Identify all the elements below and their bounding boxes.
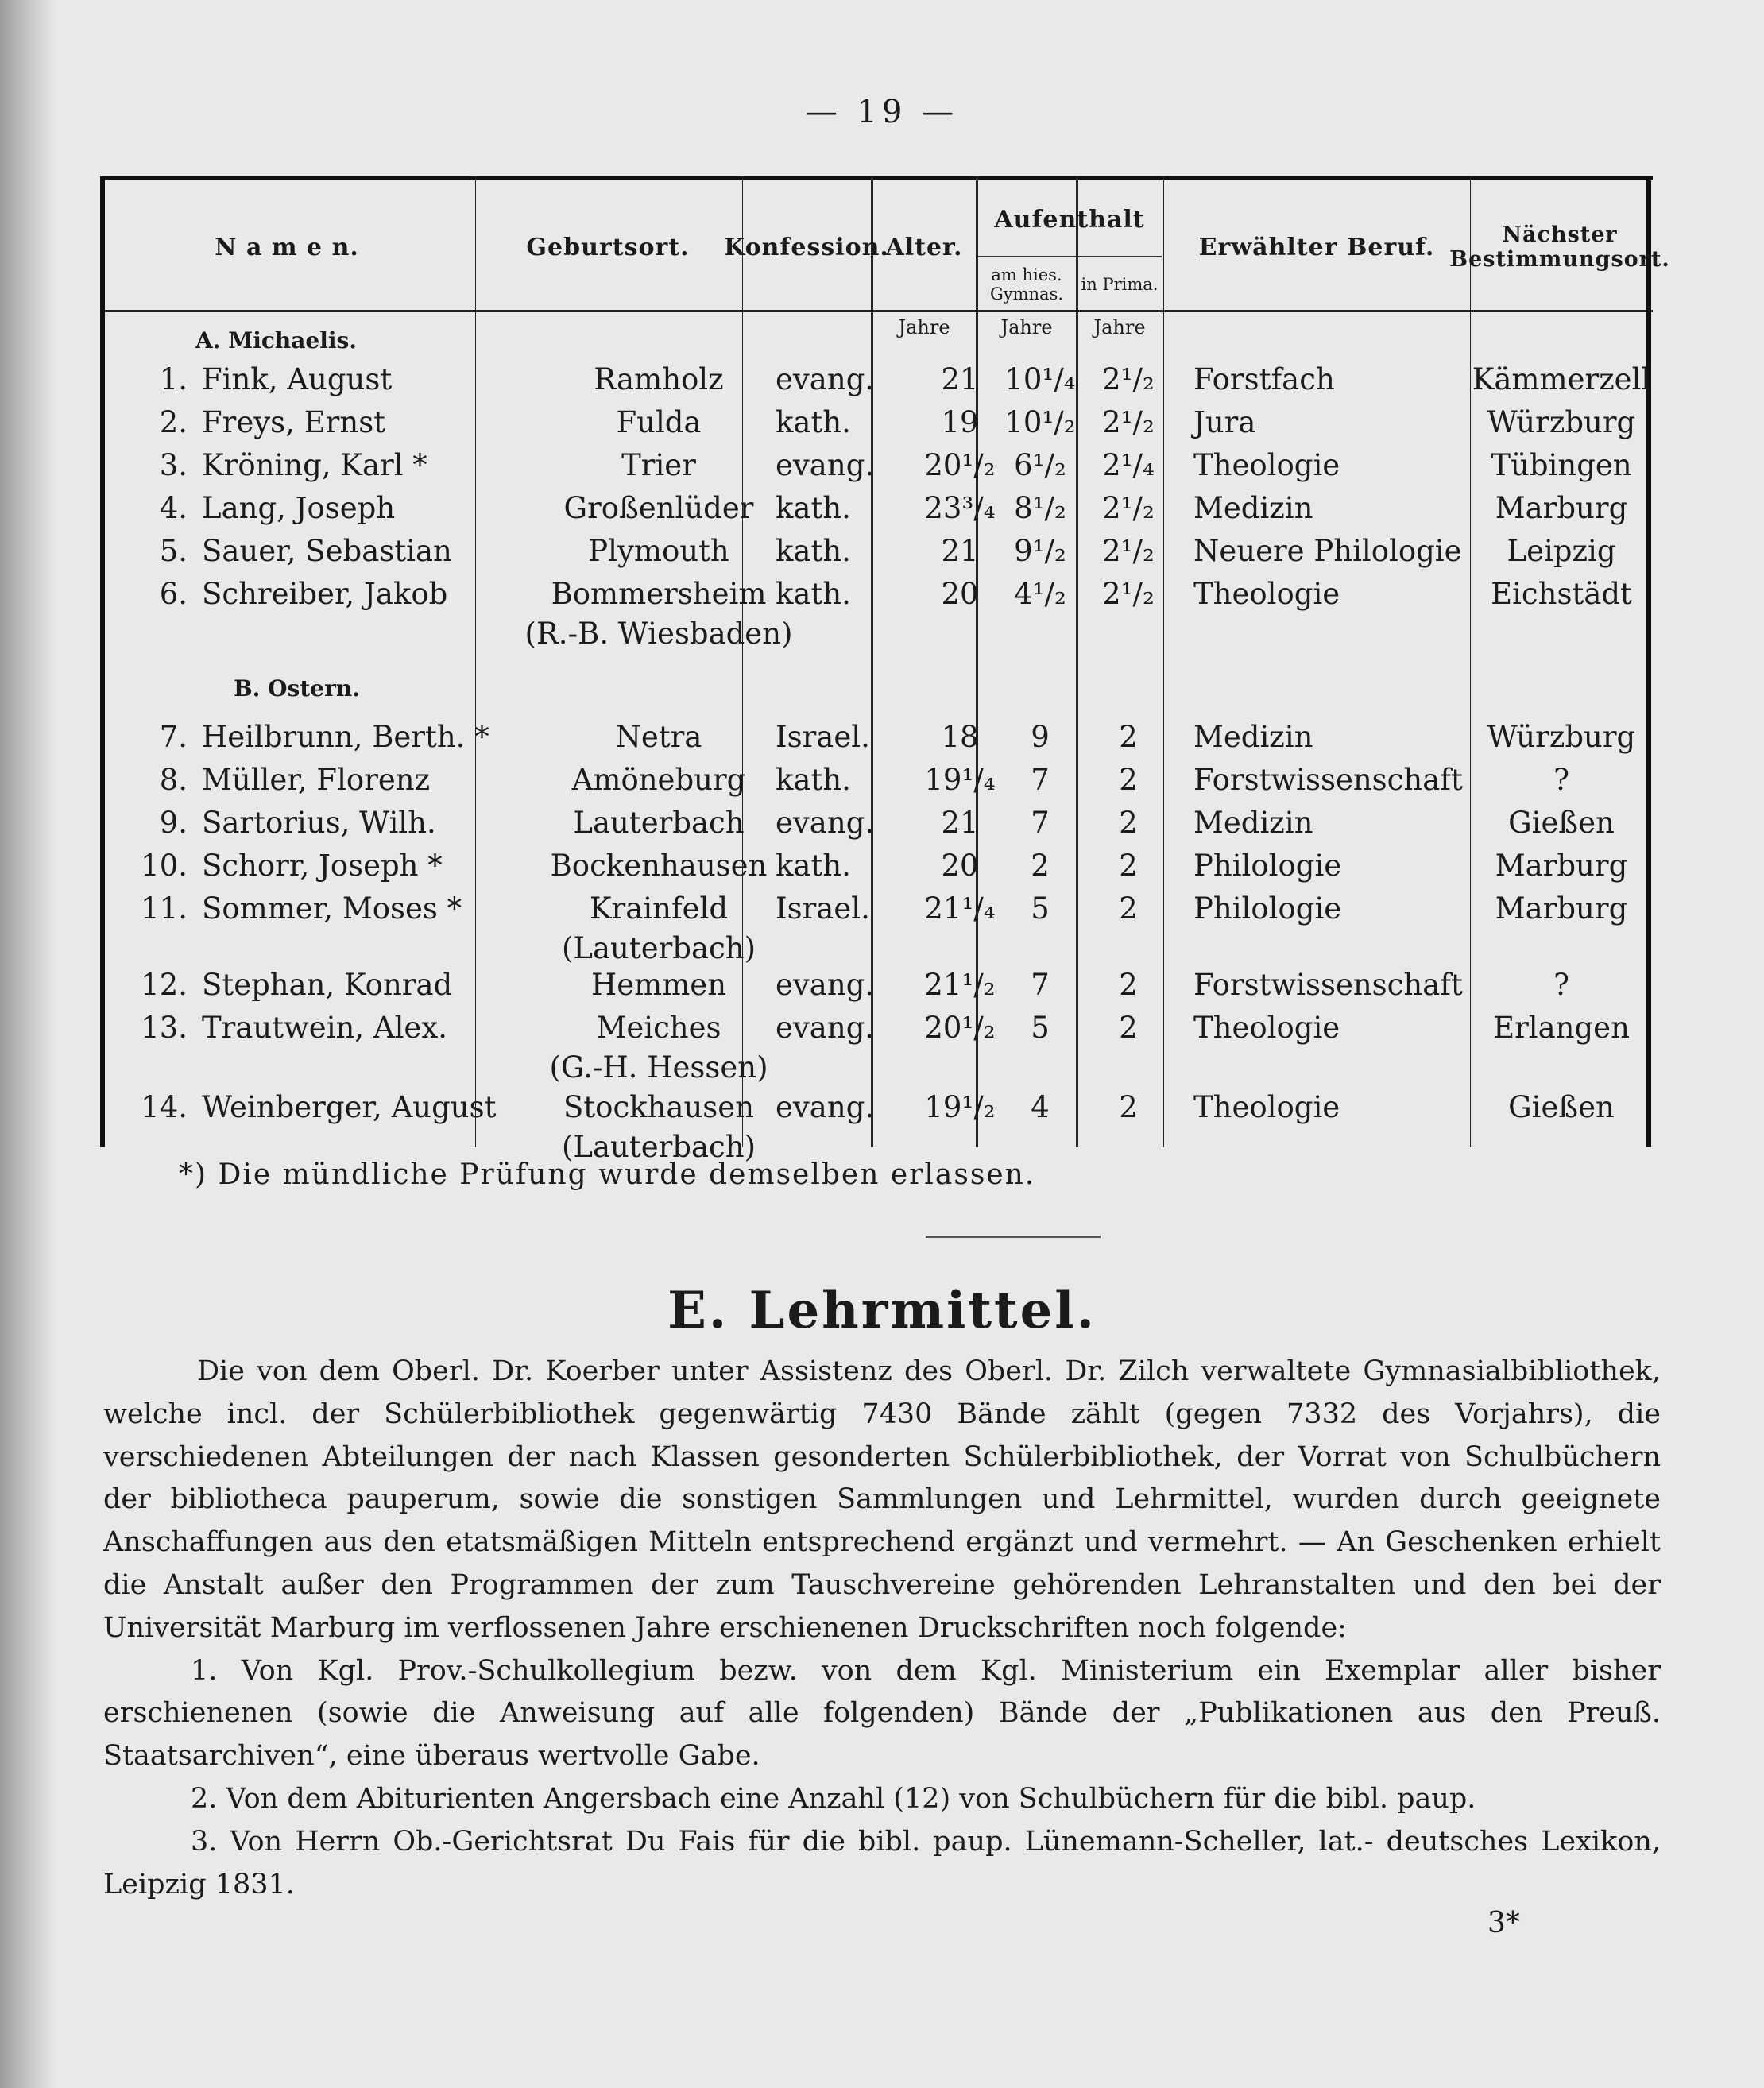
row-number: 4. [159,491,188,525]
years-gymnasium: 5 [1031,1011,1050,1045]
header-alter: Alter. [885,233,963,261]
table-row [100,448,1653,489]
table-row [100,849,1653,890]
chosen-profession: Philologie [1193,849,1342,883]
aufenthalt-subrule [977,256,1162,257]
destination: Leipzig [1507,534,1616,568]
row-number: 5. [159,534,188,568]
birthplace: Krainfeld [589,891,729,926]
student-name: Freys, Ernst [202,405,386,439]
table-row [100,362,1653,404]
destination: ? [1553,968,1569,1002]
row-number: 2. [159,405,188,439]
age: 21¹/₄ [924,891,996,926]
years-prima: 2¹/₂ [1102,362,1155,396]
row-number: 14. [141,1090,188,1124]
section-label-michaelis: A. Michaelis. [195,327,357,354]
destination: Kämmerzell [1472,362,1651,396]
birthplace: Großenlüder [563,491,754,525]
header-geburtsort: Geburtsort. [526,233,690,261]
body-paragraph: Die von dem Oberl. Dr. Koerber unter Assistenz des Oberl. Dr. Zilch verwaltete Gymnasialbibliothek, welche incl. der Schülerbibliothek gegenwärtig 7430 Bände zählt (gegen 7332 des Vorjahrs), die verschiedenen Abteilungen der nach Klassen gesonderten Schülerbibliothek, der Vorrat von Schulbüchern der bibliotheca pauperum, sowie die sonstigen Sammlungen und Lehrmittel, wurden durch geeignete Anschaffungen aus den etatsmäßigen Mitteln entsprechend ergänzt und vermehrt. — An Geschenken erhielt die Anstalt außer den Programmen der zum Tauschvereine gehörenden Lehranstalten und den bei der Universität Marburg im verflossenen Jahre erschienenen Druckschriften noch folgende: [103,1355,1661,1644]
table-row [100,405,1653,447]
years-gymnasium: 5 [1031,891,1050,926]
years-prima: 2 [1119,849,1138,883]
chosen-profession: Forstwissenschaft [1193,763,1463,797]
birthplace: Meiches [596,1011,721,1045]
donation-item: 1. Von Kgl. Prov.-Schulkollegium bezw. von dem Kgl. Ministerium ein Exemplar aller bisher erschienenen (sowie die Anweisung auf alle folgenden) Bände der „Publikationen aus den Preuß. Staatsarchiven“, eine überaus wertvolle Gabe. [103,1654,1661,1773]
years-gymnasium: 8¹/₂ [1014,491,1066,525]
age: 19¹/₂ [924,1090,996,1124]
table-row [100,1011,1653,1085]
years-prima: 2¹/₄ [1102,448,1155,482]
chosen-profession: Medizin [1193,491,1313,525]
header-aufenthalt-prima: in Prima. [1081,275,1159,294]
row-number: 6. [159,577,188,611]
chosen-profession: Forstfach [1193,362,1335,396]
birthplace: Amöneburg [571,763,746,797]
chosen-profession: Theologie [1193,1011,1340,1045]
student-name: Schorr, Joseph * [202,849,443,883]
row-number: 7. [159,720,188,754]
student-name: Schreiber, Jakob [202,577,448,611]
age: 23³/₄ [924,491,996,525]
row-number: 3. [159,448,188,482]
age: 21¹/₂ [924,968,996,1002]
confession: Israel. [776,891,870,926]
age: 18 [941,720,979,754]
table-row [100,968,1653,1009]
birthplace: Netra [615,720,702,754]
age: 21 [941,362,979,396]
age: 19 [941,405,979,439]
table-row [100,491,1653,532]
section-divider [926,1236,1101,1238]
destination: Marburg [1495,849,1628,883]
age: 19¹/₄ [924,763,996,797]
years-gymnasium: 9 [1031,720,1050,754]
row-number: 9. [159,806,188,840]
birthplace: Lauterbach [573,806,745,840]
birthplace-district: (R.-B. Wiesbaden) [524,617,793,651]
chosen-profession: Neuere Philologie [1193,534,1462,568]
years-gymnasium: 10¹/₂ [1004,405,1076,439]
birthplace: Fulda [616,405,702,439]
chosen-profession: Theologie [1193,1090,1340,1124]
years-gymnasium: 4¹/₂ [1014,577,1066,611]
years-gymnasium: 6¹/₂ [1014,448,1066,482]
table-footnote: *) Die mündliche Prüfung wurde demselben erlassen. [179,1158,1036,1191]
years-prima: 2¹/₂ [1102,405,1155,439]
row-number: 10. [141,849,188,883]
age: 20¹/₂ [924,448,996,482]
destination: Tübingen [1491,448,1632,482]
confession: kath. [776,577,851,611]
age: 20¹/₂ [924,1011,996,1045]
student-name: Trautwein, Alex. [202,1011,447,1045]
years-gymnasium: 7 [1031,806,1050,840]
destination: Marburg [1495,891,1628,926]
years-prima: 2 [1119,968,1138,1002]
years-prima: 2 [1119,1090,1138,1124]
birthplace: Ramholz [594,362,724,396]
sheet-signature: 3* [1487,1907,1520,1939]
header-aufenthalt: Aufenthalt [994,205,1145,234]
abiturienten-table [100,176,1670,1164]
table-row [100,720,1653,761]
age: 20 [941,577,979,611]
destination: Gießen [1508,806,1615,840]
birthplace-district: (Lauterbach) [561,1130,756,1164]
student-name: Weinberger, August [202,1090,497,1124]
destination: Eichstädt [1491,577,1632,611]
birthplace: Trier [621,448,696,482]
destination: Würzburg [1487,720,1636,754]
years-gymnasium: 7 [1031,968,1050,1002]
unit-gymnas: Jahre [1000,316,1053,338]
section-body [103,1351,1661,1906]
chosen-profession: Forstwissenschaft [1193,968,1463,1002]
table-row [100,806,1653,847]
years-prima: 2 [1119,891,1138,926]
student-name: Müller, Florenz [202,763,431,797]
unit-prima: Jahre [1093,316,1146,338]
years-gymnasium: 4 [1031,1090,1050,1124]
table-row [100,1090,1653,1164]
birthplace: Bockenhausen [550,849,768,883]
table-row [100,577,1653,651]
age: 20 [941,849,979,883]
header-beruf: Erwählter Beruf. [1198,233,1435,261]
student-name: Kröning, Karl * [202,448,427,482]
years-prima: 2 [1119,720,1138,754]
years-gymnasium: 7 [1031,763,1050,797]
row-number: 13. [141,1011,188,1045]
years-prima: 2 [1119,763,1138,797]
row-number: 12. [141,968,188,1002]
table-header-rule [100,310,1653,312]
section-heading-lehrmittel: E. Lehrmittel. [667,1281,1097,1340]
years-gymnasium: 9¹/₂ [1014,534,1066,568]
header-konfession: Konfession. [724,233,889,261]
confession: kath. [776,763,851,797]
destination: Würzburg [1487,405,1636,439]
student-name: Sartorius, Wilh. [202,806,436,840]
confession: evang. [776,968,875,1002]
years-prima: 2 [1119,806,1138,840]
chosen-profession: Medizin [1193,720,1313,754]
row-number: 1. [159,362,188,396]
table-row [100,763,1653,804]
table-row [100,534,1653,575]
header-aufenthalt-gymnas: am hies. Gymnas. [989,265,1064,304]
table-top-rule [100,176,1653,180]
student-name: Sommer, Moses * [202,891,462,926]
row-number: 11. [141,891,188,926]
student-name: Heilbrunn, Berth. * [202,720,489,754]
years-gymnasium: 10¹/₄ [1004,362,1076,396]
destination: Gießen [1508,1090,1615,1124]
birthplace: Stockhausen [563,1090,755,1124]
page-number: — 19 — [805,94,959,130]
confession: evang. [776,806,875,840]
confession: evang. [776,448,875,482]
header-bestimmungsort: Nächster Bestimmungsort. [1449,222,1670,272]
unit-alter: Jahre [898,316,950,338]
table-row [100,891,1653,965]
student-name: Stephan, Konrad [202,968,453,1002]
birthplace-district: (G.-H. Hessen) [549,1050,768,1085]
destination: Erlangen [1493,1011,1630,1045]
confession: Israel. [776,720,870,754]
birthplace: Plymouth [588,534,729,568]
years-prima: 2¹/₂ [1102,534,1155,568]
confession: kath. [776,491,851,525]
chosen-profession: Jura [1193,405,1256,439]
birthplace-district: (Lauterbach) [561,931,756,965]
years-prima: 2 [1119,1011,1138,1045]
years-gymnasium: 2 [1031,849,1050,883]
donation-item: 3. Von Herrn Ob.-Gerichtsrat Du Fais für die bibl. paup. Lünemann-Scheller, lat.- deutsches Lexikon, Leipzig 1831. [103,1825,1661,1900]
birthplace: Hemmen [590,968,727,1002]
confession: kath. [776,534,851,568]
confession: evang. [776,1011,875,1045]
chosen-profession: Theologie [1193,448,1340,482]
chosen-profession: Medizin [1193,806,1313,840]
birthplace: Bommersheim [551,577,767,611]
header-namen: N a m e n. [215,233,359,261]
chosen-profession: Theologie [1193,577,1340,611]
row-number: 8. [159,763,188,797]
years-prima: 2¹/₂ [1102,577,1155,611]
donation-item: 2. Von dem Abiturienten Angersbach eine Anzahl (12) von Schulbüchern für die bibl. paup. [191,1782,1476,1815]
destination: Marburg [1495,491,1628,525]
student-name: Fink, August [202,362,393,396]
confession: evang. [776,1090,875,1124]
destination: ? [1553,763,1569,797]
chosen-profession: Philologie [1193,891,1342,926]
student-name: Lang, Joseph [202,491,396,525]
age: 21 [941,806,979,840]
age: 21 [941,534,979,568]
section-label-ostern: B. Ostern. [234,675,360,702]
student-name: Sauer, Sebastian [202,534,452,568]
years-prima: 2¹/₂ [1102,491,1155,525]
confession: kath. [776,405,851,439]
confession: kath. [776,849,851,883]
confession: evang. [776,362,875,396]
